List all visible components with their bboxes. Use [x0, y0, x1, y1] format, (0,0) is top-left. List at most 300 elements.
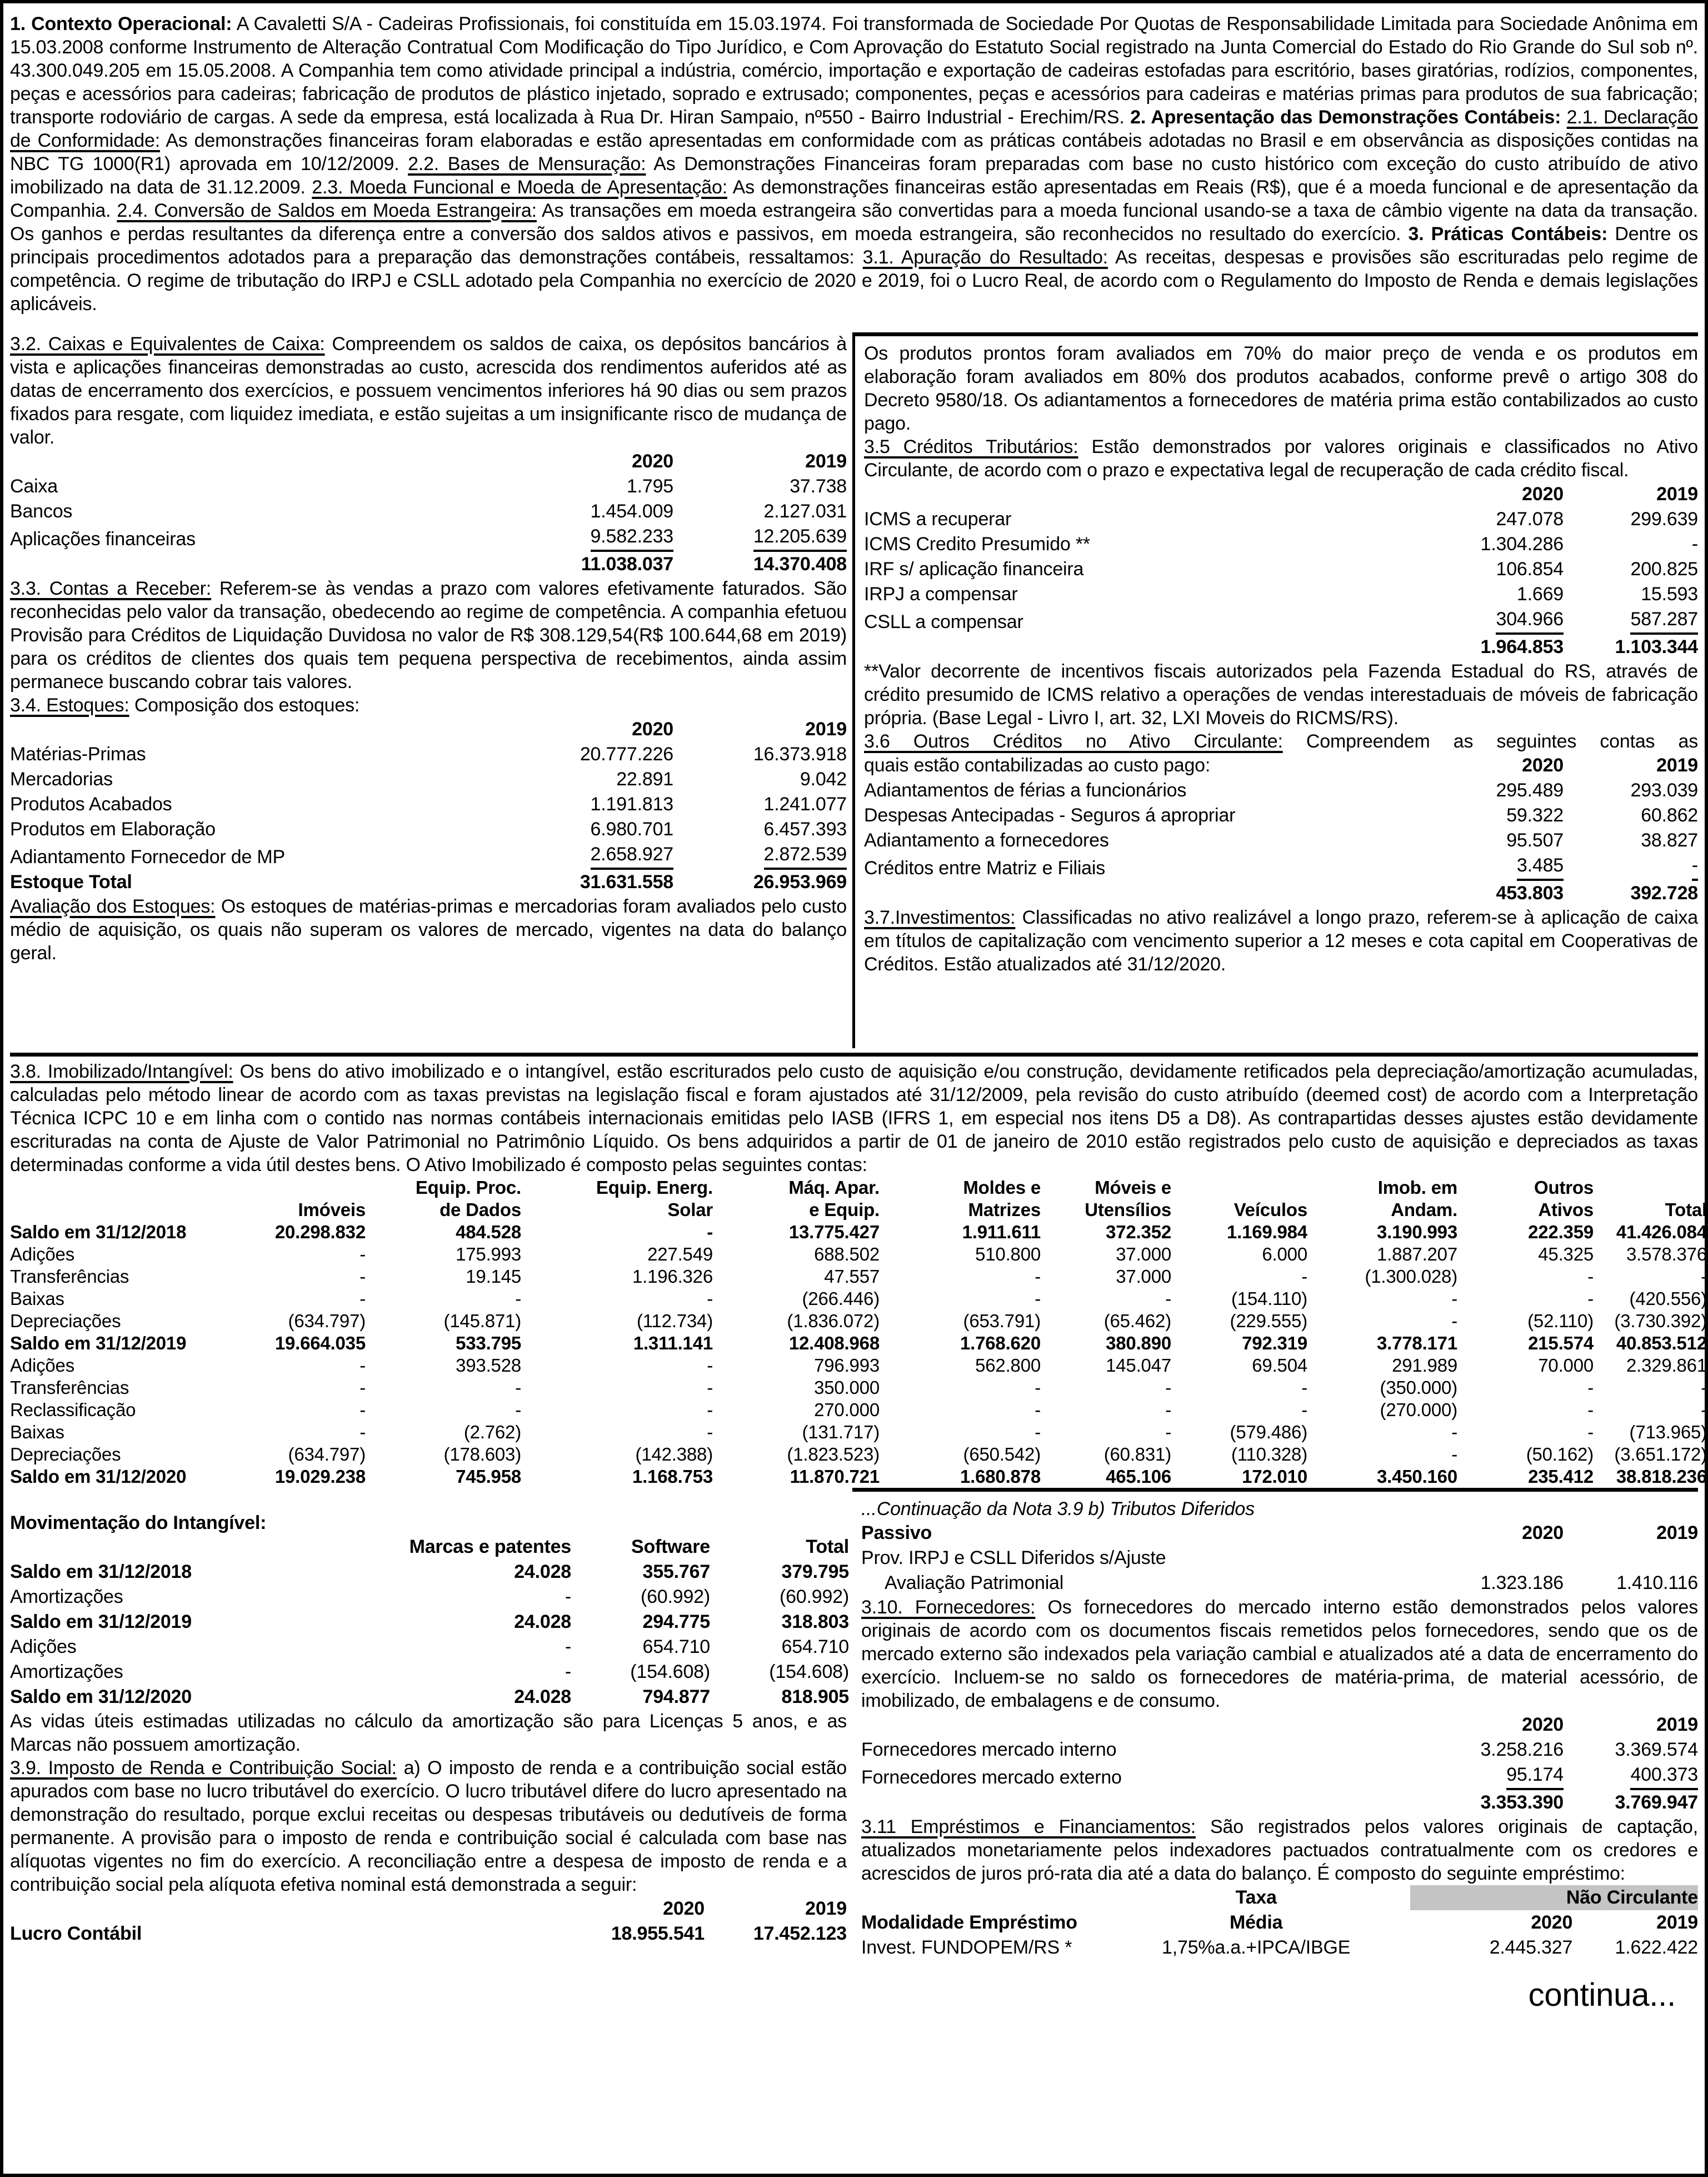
cell-value: - [359, 1422, 366, 1442]
cell-value: 355.767 [642, 1561, 710, 1582]
cell-value [673, 524, 847, 552]
table-row [864, 853, 1698, 881]
row-label: IRF s/ aplicação financeira [864, 559, 1084, 580]
cell-value: 293.039 [1630, 780, 1698, 801]
column-header: Ativos [1538, 1199, 1594, 1220]
bottom-right-column [852, 1488, 1698, 2032]
passivo-header: Passivo [861, 1522, 932, 1543]
section-3-text: Dentre os principais procedimentos adotados para a preparação das demonstrações contábeis, ressaltamos: [10, 223, 1698, 268]
bottom-left-column [10, 1488, 852, 2032]
finished-goods-paragraph: Os produtos prontos foram avaliados em 70% do maior preço de venda e os produtos em elaboração foram avaliados em 80% dos produtos acabados, conforme prevê o artigo 308 do Decreto 9580/18. Os adiantamentos a fornecedores de matéria prima estão contabilizados ao custo pago. [864, 343, 1698, 434]
table-header-row [10, 1535, 849, 1560]
cell-value: - [1451, 1288, 1457, 1309]
note-3-9-text: a) O imposto de renda e a contribuição social estão apurados com base no lucro tributável do exercício. O lucro tributável difere do lucro apresentado na demonstração do resultado, porque exclui receitas ou despesas tributáveis ou dedutíveis de forma permanente. A provisão para o imposto de renda e contribuição social é calculada com base nas alíquotas vigentes no fim do exercício. A reconciliação entre a despesa de imposto de renda e a contribuição social pela alíquota efetiva nominal está demonstrada a seguir: [10, 1757, 847, 1895]
transfers-row [10, 1266, 1707, 1288]
cell-value: 70.000 [1538, 1355, 1594, 1376]
section-2-1-heading: 2.1. Declaração de Conformidade: [10, 107, 1699, 151]
cell-value: 510.800 [975, 1244, 1041, 1264]
intro-paragraph [10, 12, 1698, 316]
cell-value: - [1587, 1266, 1594, 1287]
total-value: 11.038.037 [581, 554, 673, 575]
table-row [10, 817, 847, 842]
cell-value: 37.000 [1116, 1244, 1171, 1264]
other-credits-table [864, 753, 1698, 906]
additions-row [10, 1243, 1707, 1266]
column-header: Outros [1534, 1177, 1594, 1198]
cell-value: 1.680.878 [960, 1466, 1041, 1487]
column-header: Matrizes [968, 1199, 1041, 1220]
total-value: 3.769.947 [1615, 1792, 1698, 1813]
cell-value: 1.168.753 [632, 1466, 713, 1487]
note-3-7-paragraph [864, 906, 1698, 976]
cell-value: 465.106 [1106, 1466, 1171, 1487]
column-header [227, 1177, 366, 1199]
underlined-value: 2.658.927 [591, 842, 673, 870]
cell-value: (142.388) [635, 1444, 713, 1464]
cell-value: 38.827 [1641, 830, 1698, 851]
table-row [864, 557, 1698, 582]
section-3-heading: 3. Práticas Contábeis: [1408, 223, 1608, 245]
year-2020-header: 2020 [663, 1898, 705, 1919]
section-2-2-heading: 2.2. Bases de Mensuração: [408, 153, 646, 175]
cell-value: - [359, 1288, 366, 1309]
cell-value: - [515, 1288, 521, 1309]
disposals-row [10, 1288, 1707, 1310]
row-label: Adições [10, 1244, 75, 1264]
year-2019-header: 2019 [805, 451, 847, 472]
cell-value: - [1587, 1377, 1594, 1398]
note-3-11-heading: 3.11 Empréstimos e Financiamentos: [861, 1816, 1196, 1837]
table-header-row [864, 482, 1698, 507]
note-3-9-paragraph [10, 1756, 847, 1896]
empty-cell [1397, 1546, 1564, 1571]
loan-row [861, 1935, 1698, 1960]
reclassification-row [10, 1399, 1707, 1421]
intangible-movement-table [10, 1535, 849, 1710]
cell-value: 3.450.160 [1376, 1466, 1457, 1487]
column-header: Equip. Energ. [596, 1177, 713, 1198]
cell-value: 24.028 [514, 1561, 571, 1582]
cell-value [1397, 1762, 1564, 1790]
cell-value: 22.891 [616, 769, 673, 790]
cell-value: (3.730.392) [1614, 1311, 1707, 1331]
table-row [864, 582, 1698, 607]
cell-value: 1.454.009 [590, 501, 673, 522]
cell-value: 172.010 [1242, 1466, 1307, 1487]
cell-value: 295.489 [1496, 780, 1564, 801]
cell-value [1397, 607, 1564, 635]
year-2020-header: 2020 [1522, 1714, 1564, 1735]
cell-value: 59.322 [1506, 805, 1564, 826]
empty-cell [10, 1199, 227, 1221]
cell-value: 38.818.236 [1616, 1466, 1707, 1487]
total-row [864, 635, 1698, 660]
empty-cell [864, 881, 1397, 906]
cell-value: - [1587, 1422, 1594, 1442]
year-2019-header: 2019 [805, 1898, 847, 1919]
row-label: Fornecedores mercado interno [861, 1739, 1117, 1760]
note-3-3-heading: 3.3. Contas a Receber: [10, 578, 212, 599]
year-2019-header: 2019 [1656, 1714, 1698, 1735]
underlined-value: 587.287 [1630, 607, 1698, 635]
continues-label: continua... [1528, 1977, 1676, 2013]
section-2-3-text: As demonstrações financeiras estão apresentadas em Reais (R$), que é a moeda funcional e de apresentação da Companhia. [10, 177, 1698, 221]
cell-value: 350.000 [814, 1377, 880, 1398]
total-value: 1.964.853 [1480, 636, 1564, 657]
row-label: Baixas [10, 1288, 64, 1309]
note-3-3-paragraph [10, 577, 847, 694]
table-row [10, 474, 847, 499]
cell-value: 227.549 [647, 1244, 713, 1264]
cell-value: - [1587, 1399, 1594, 1420]
cell-value: 379.795 [781, 1561, 849, 1582]
accounting-profit-table [10, 1896, 847, 1946]
cell-value: - [565, 1586, 571, 1607]
cell-value: - [707, 1222, 713, 1242]
row-label: Saldo em 31/12/2020 [10, 1686, 192, 1707]
cell-value: 3.778.171 [1376, 1333, 1457, 1353]
row-label: Reclassificação [10, 1399, 136, 1420]
cell-value: (52.110) [1527, 1311, 1594, 1331]
note-3-6-paragraph [864, 730, 1698, 753]
cell-value: - [1451, 1444, 1457, 1464]
cell-value [507, 524, 673, 552]
row-label: Amortizações [10, 1586, 123, 1607]
row-label: Adiantamentos de férias a funcionários [864, 780, 1187, 801]
section-2-4-heading: 2.4. Conversão de Saldos em Moeda Estrangeira: [117, 200, 537, 221]
row-label: Caixa [10, 476, 58, 497]
cell-value: 95.507 [1506, 830, 1564, 851]
note-3-6-heading: 3.6 Outros Créditos no Ativo Circulante: [864, 731, 1283, 752]
note-3-5-heading: 3.5 Créditos Tributários: [864, 436, 1078, 457]
empty-cell [861, 1885, 1102, 1910]
cell-value [507, 842, 673, 870]
cell-value: - [515, 1399, 521, 1420]
table-header-row [861, 1521, 1698, 1546]
column-header: Andam. [1391, 1199, 1457, 1220]
column-header: Total [1665, 1199, 1707, 1220]
note-3-7-heading: 3.7.Investimentos: [864, 907, 1016, 928]
row-label: Transferências [10, 1377, 129, 1398]
cell-value: (112.734) [636, 1311, 713, 1331]
loan-rate: 1,75%a.a.+IPCA/IBGE [1162, 1937, 1351, 1958]
note-3-9-continuation-caption: ...Continuação da Nota 3.9 b) Tributos Diferidos [861, 1498, 1255, 1520]
cell-value: 1.768.620 [960, 1333, 1041, 1353]
table-row [864, 778, 1698, 803]
table-header-row [861, 1712, 1698, 1737]
cell-value: 1.887.207 [1376, 1244, 1457, 1264]
middle-two-column-section [10, 332, 1698, 1048]
empty-cell [10, 552, 507, 577]
cell-value: - [359, 1244, 366, 1264]
underlined-value: - [1692, 853, 1698, 881]
table-row [10, 792, 847, 817]
cell-value: 3.578.376 [1626, 1244, 1707, 1264]
note-3-8-heading: 3.8. Imobilizado/Intangível: [10, 1061, 233, 1082]
note-3-7-text: Classificadas no ativo realizável a longo prazo, referem-se à aplicação de caixa em títulos de capitalização com vencimento superior a 12 meses e cota capital em Cooperativas de Créditos. Estão atualizados até 31/12/2020. [864, 907, 1698, 975]
table-row [864, 803, 1698, 828]
column-header: Moldes e [963, 1177, 1041, 1198]
note-3-4-heading: 3.4. Estoques: [10, 695, 129, 716]
note-3-8-text: Os bens do ativo imobilizado e o intangível, estão escriturados pelo custo de aquisição e/ou construção, devidamente retificados pela depreciação/amortização acumuladas, calculadas pelo método linear de acordo com as taxas previstas na legislação fiscal e foram ajustados até 31/12/2009, pela revisão do custo atribuído (deemed cost) de acordo com a Interpretação Técnica ICPC 10 e em linha com o contido nas normas contábeis internacionais emitidas pelo IASB (IFRS 1, em especial nos itens D5 a D8). As contrapartidas desses ajustes estão devidamente escrituradas na conta de Ajuste de Valor Patrimonial no Patrimônio Líquido. Os bens adquiridos a partir de 01 de janeiro de 2010 estão registrados pelo custo de aquisição e depreciados as taxas determinadas conforme a vida útil destes bens. O Ativo Imobilizado é composto pelas seguintes contas: [10, 1061, 1698, 1175]
table-row [10, 842, 847, 870]
cell-value: 106.854 [1496, 559, 1564, 580]
cell-value: 1.191.813 [590, 794, 673, 815]
year-2020-header: 2020 [632, 719, 673, 740]
cell-value: 12.408.968 [788, 1333, 880, 1353]
cell-value: (653.791) [963, 1311, 1041, 1331]
cell-value: - [1451, 1422, 1457, 1442]
cell-value: 15.593 [1641, 584, 1698, 605]
cell-value [1564, 853, 1698, 881]
row-label: Baixas [10, 1422, 64, 1442]
cell-value: (154.110) [1231, 1288, 1307, 1309]
table-header-row-1 [10, 1177, 1707, 1199]
note-3-4-paragraph [10, 694, 847, 717]
cell-value: - [1451, 1311, 1457, 1331]
middle-right-column [855, 332, 1698, 1048]
balance-2020-row [10, 1685, 849, 1710]
cell-value: (579.486) [1230, 1422, 1307, 1442]
note-3-9-heading: 3.9. Imposto de Renda e Contribuição Social: [10, 1757, 397, 1779]
balance-2019-row [10, 1332, 1707, 1354]
cell-value: (60.831) [1103, 1444, 1171, 1464]
year-2019-header: 2019 [1656, 1522, 1698, 1543]
cell-value: 318.803 [781, 1611, 849, 1632]
cell-value: (270.000) [1380, 1399, 1457, 1420]
column-header: Utensílios [1085, 1199, 1171, 1220]
cell-value: - [565, 1661, 571, 1682]
cell-value: (1.836.072) [787, 1311, 880, 1331]
cell-value: - [1701, 1399, 1707, 1420]
underlined-value: 400.373 [1630, 1762, 1698, 1790]
cell-value: 1.241.077 [763, 794, 847, 815]
underlined-value: 12.205.639 [753, 524, 847, 552]
cell-value: 794.877 [642, 1686, 710, 1707]
cell-value: - [707, 1355, 713, 1376]
row-label: Prov. IRPJ e CSLL Diferidos s/Ajuste [861, 1547, 1166, 1568]
table-header-row-2 [10, 1199, 1707, 1221]
cell-value: 745.958 [456, 1466, 521, 1487]
cell-value: 19.029.238 [274, 1466, 366, 1487]
total-row [10, 870, 847, 895]
section-2-heading: 2. Apresentação das Demonstrações Contábeis: [1130, 107, 1567, 128]
total-value: 14.370.408 [753, 554, 847, 575]
row-label: IRPJ a compensar [864, 584, 1018, 605]
row-label: CSLL a compensar [864, 611, 1023, 632]
column-header: Total [806, 1536, 849, 1557]
section-2-1-text: As demonstrações financeiras foram elaboradas e estão apresentadas em conformidade com as práticas contábeis adotadas no Brasil e em observância as disposições contidas na NBC TG 1000(R1) aprovada em 10/12/2009. [10, 130, 1699, 175]
table-row [864, 828, 1698, 853]
cell-value: (350.000) [1380, 1377, 1457, 1398]
cell-value: 69.504 [1252, 1355, 1307, 1376]
cell-value: 1.410.116 [1616, 1572, 1698, 1593]
row-label: Saldo em 31/12/2020 [10, 1466, 187, 1487]
row-label: Saldo em 31/12/2018 [10, 1561, 192, 1582]
middle-left-column [10, 332, 852, 1048]
cell-value: (154.608) [769, 1661, 849, 1682]
row-label: Amortizações [10, 1661, 123, 1682]
cell-value: 270.000 [814, 1399, 880, 1420]
cell-value: - [1035, 1422, 1041, 1442]
row-label: Produtos Acabados [10, 794, 172, 815]
rate-header-line2: Média [1229, 1912, 1283, 1933]
cell-value: - [1301, 1377, 1307, 1398]
row-label: Saldo em 31/12/2018 [10, 1222, 187, 1242]
cell-value: (1.823.523) [787, 1444, 880, 1464]
column-header: Marcas e patentes [409, 1536, 571, 1557]
cell-value: - [359, 1377, 366, 1398]
cash-equivalents-table [10, 449, 847, 577]
year-2020-header: 2020 [1522, 755, 1564, 776]
row-label: Mercadorias [10, 769, 113, 790]
row-label: Adiantamento Fornecedor de MP [10, 846, 286, 868]
cell-value: 1.311.141 [633, 1333, 713, 1353]
cell-value: 19.664.035 [274, 1333, 366, 1353]
fixed-assets-table [10, 1177, 1707, 1488]
cell-value: (178.603) [443, 1444, 521, 1464]
total-value: 3.353.390 [1480, 1792, 1564, 1813]
cell-value: 20.777.226 [580, 744, 673, 765]
cell-value [1564, 607, 1698, 635]
cell-value: 484.528 [456, 1222, 521, 1242]
cell-value: 19.145 [466, 1266, 521, 1287]
cell-value: - [1035, 1266, 1041, 1287]
cell-value: - [707, 1399, 713, 1420]
cell-value: 380.890 [1106, 1333, 1171, 1353]
loans-table [861, 1885, 1698, 1960]
cell-value: 1.795 [626, 476, 673, 497]
loans-header-row-2 [861, 1910, 1698, 1935]
cell-value: 3.258.216 [1480, 1739, 1564, 1760]
cell-value: - [707, 1288, 713, 1309]
cell-value: - [1301, 1266, 1307, 1287]
year-2020-header: 2020 [1531, 1912, 1573, 1933]
column-header: Imóveis [298, 1199, 366, 1220]
cell-value: (131.717) [802, 1422, 880, 1442]
balance-2018-row [10, 1221, 1707, 1243]
cell-value: 818.905 [781, 1686, 849, 1707]
column-header: Máq. Apar. [788, 1177, 880, 1198]
cell-value: (60.992) [779, 1586, 849, 1607]
cell-value: 11.870.721 [790, 1466, 880, 1487]
cell-value: 222.359 [1528, 1222, 1594, 1242]
cell-value: 1.196.326 [632, 1266, 713, 1287]
depreciation-row [10, 1310, 1707, 1332]
suppliers-table [861, 1712, 1698, 1815]
row-label: Lucro Contábil [10, 1923, 142, 1944]
row-label: Adições [10, 1636, 77, 1657]
cell-value: 47.557 [824, 1266, 880, 1287]
section-3-1-text: As receitas, despesas e provisões são escrituradas pelo regime de competência. O regime de tributação do IRPJ e CSLL adotado pela Companhia no exercício de 2020 e 2019, foi o Lucro Real, de acordo com o Regulamento do Imposto de Renda e demais legislações aplicáveis. [10, 247, 1698, 315]
rate-header-line1: Taxa [1235, 1887, 1277, 1908]
cell-value: 393.528 [456, 1355, 521, 1376]
deferred-taxes-table [861, 1521, 1698, 1596]
row-label: Despesas Antecipadas - Seguros á apropriar [864, 805, 1236, 826]
table-row [10, 524, 847, 552]
table-row [10, 742, 847, 767]
cell-value: - [1165, 1399, 1171, 1420]
cell-value: 235.412 [1528, 1466, 1594, 1487]
column-header: de Dados [440, 1199, 521, 1220]
additions-row [10, 1635, 849, 1660]
tax-credits-table [864, 482, 1698, 660]
underlined-value: 9.582.233 [591, 524, 673, 552]
row-label: Adições [10, 1355, 75, 1376]
cell-value: 299.639 [1630, 509, 1698, 530]
cell-value: 294.775 [642, 1611, 710, 1632]
cell-value: 1.669 [1516, 584, 1564, 605]
note-3-6-text: Compreendem as seguintes contas as [1282, 731, 1698, 752]
cell-value: 2.329.861 [1626, 1355, 1707, 1376]
cell-value: - [359, 1266, 366, 1287]
note-3-2-text: Compreendem os saldos de caixa, os depósitos bancários à vista e aplicações financeiras demonstradas ao custo, acrescida dos rendimentos auferidos até as datas de encerramento dos exercícios, e possuem vencimentos inferiores há 90 dias ou sem prazos fixados para resgate, com liquidez imediata, e estão sujeitas a um insignificante risco de mudança de valor. [10, 333, 847, 448]
balance-2019-row [10, 1610, 849, 1635]
table-row [861, 1571, 1698, 1596]
note-3-2-heading: 3.2. Caixas e Equivalentes de Caixa: [10, 333, 325, 355]
cell-value: 24.028 [514, 1611, 571, 1632]
total-row [10, 552, 847, 577]
empty-cell [864, 482, 1397, 507]
column-header [1594, 1177, 1707, 1199]
table-header-row [10, 717, 847, 742]
cell-value: (154.608) [630, 1661, 710, 1682]
cell-value: - [359, 1399, 366, 1420]
underlined-value: 2.872.539 [764, 842, 847, 870]
cell-value: - [359, 1355, 366, 1376]
section-3-1-heading: 3.1. Apuração do Resultado: [862, 247, 1108, 268]
table-row [10, 767, 847, 792]
column-header: e Equip. [809, 1199, 880, 1220]
cell-value: 3.190.993 [1376, 1222, 1457, 1242]
transfers-row [10, 1377, 1707, 1399]
empty-cell [10, 717, 507, 742]
cell-value: 60.862 [1641, 805, 1698, 826]
table-row [864, 607, 1698, 635]
note-3-2-paragraph [10, 332, 847, 449]
row-label: Saldo em 31/12/2019 [10, 1333, 187, 1353]
row-label: Depreciações [10, 1444, 121, 1464]
column-header: Software [631, 1536, 710, 1557]
additions-row [10, 1354, 1707, 1377]
column-header: Veículos [1233, 1199, 1307, 1220]
cell-value: - [707, 1377, 713, 1398]
cell-value: 796.993 [814, 1355, 880, 1376]
table-header-row [10, 449, 847, 474]
year-2020-header: 2020 [1522, 484, 1564, 505]
year-2019-header: 2019 [1656, 484, 1698, 505]
row-label: ICMS a recuperar [864, 509, 1012, 530]
total-value: 392.728 [1630, 883, 1698, 904]
note-3-3-text: Referem-se às vendas a prazo com valores efetivamente faturados. São reconhecidas pelo valor da transação, obedecendo ao regime de competência. A companhia efetuou Provisão para Créditos de Liquidação Duvidosa no valor de R$ 308.129,54(R$ 100.644,68 em 2019) para os créditos de clientes dos quais tem pequena perspectiva de recebimentos, ainda assim permanece buscando cobrar tais valores. [10, 578, 847, 693]
row-label: Matérias-Primas [10, 744, 146, 765]
section-2-4-text: As transações em moeda estrangeira são convertidas para a moeda funcional usando-se a taxa de câmbio vigente na data da transação. Os ganhos e perdas resultantes da diferença entre a conversão dos saldos ativos e passivos, em moeda estrangeira, são reconhecidos no resultado do exercício. [10, 200, 1698, 245]
cell-value: - [1165, 1288, 1171, 1309]
cell-value: (110.328) [1231, 1444, 1307, 1464]
accounting-profit-row [10, 1921, 847, 1946]
cell-value: - [1301, 1399, 1307, 1420]
cell-value: 145.047 [1106, 1355, 1171, 1376]
cell-value: 16.373.918 [753, 744, 847, 765]
cell-value: (145.871) [443, 1311, 521, 1331]
cell-value: 533.795 [456, 1333, 521, 1353]
row-label: Aplicações financeiras [10, 529, 196, 550]
row-label: ICMS Credito Presumido ** [864, 534, 1090, 555]
underlined-value: 304.966 [1496, 607, 1564, 635]
cell-value: 215.574 [1528, 1333, 1594, 1353]
header-label: quais estão contabilizadas ao custo pago: [864, 755, 1211, 776]
row-label: Saldo em 31/12/2019 [10, 1611, 192, 1632]
